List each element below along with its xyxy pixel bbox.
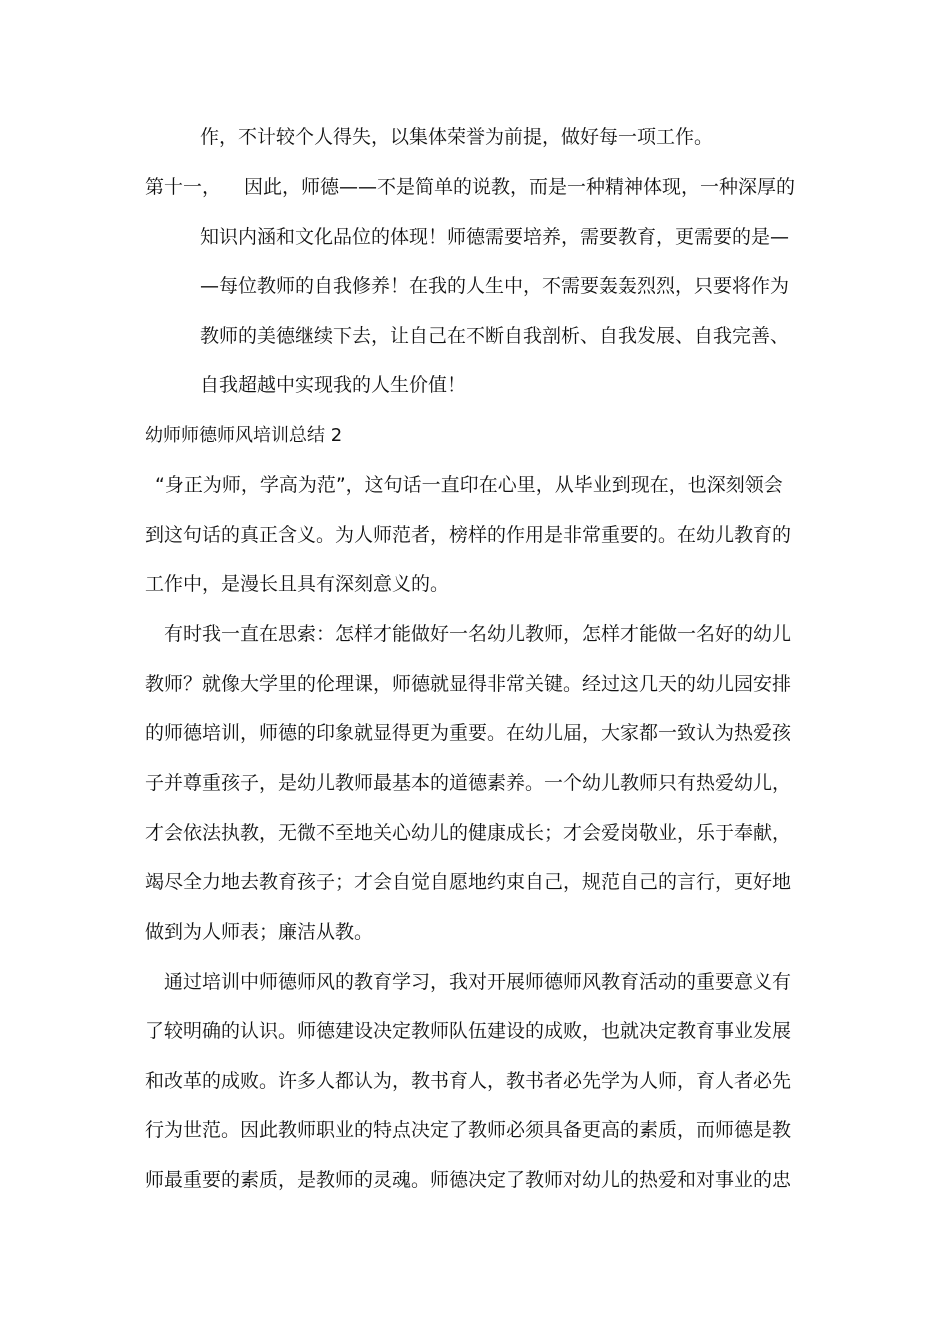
text-line: 教师？就像大学里的伦理课，师德就显得非常关键。经过这几天的幼儿园安排 bbox=[145, 673, 792, 695]
text-line: 竭尽全力地去教育孩子；才会自觉自愿地约束自己，规范自己的言行，更好地 bbox=[145, 871, 792, 893]
text-line: 通过培训中师德师风的教育学习，我对开展师德师风教育活动的重要意义有 bbox=[164, 971, 792, 993]
text-line: 自我超越中实现我的人生价值！ bbox=[200, 374, 467, 396]
text-line: 子并尊重孩子，是幼儿教师最基本的道德素养。一个幼儿教师只有热爱幼儿， bbox=[145, 772, 792, 794]
text-line: 的师德培训，师德的印象就显得更为重要。在幼儿届，大家都一致认为热爱孩 bbox=[145, 722, 792, 744]
text-line: 知识内涵和文化品位的体现！师德需要培养，需要教育，更需要的是— bbox=[200, 226, 790, 248]
text-line: 工作中，是漫长且具有深刻意义的。 bbox=[145, 573, 450, 595]
text-line: 有时我一直在思索：怎样才能做好一名幼儿教师，怎样才能做一名好的幼儿 bbox=[164, 623, 792, 645]
text-line: 了较明确的认识。师德建设决定教师队伍建设的成败，也就决定教育事业发展 bbox=[145, 1020, 792, 1042]
text-line: 师最重要的素质，是教师的灵魂。师德决定了教师对幼儿的热爱和对事业的忠 bbox=[145, 1169, 792, 1191]
text-line: 才会依法执教，无微不至地关心幼儿的健康成长；才会爱岗敬业，乐于奉献， bbox=[145, 822, 792, 844]
item-label: 第十一， bbox=[145, 176, 222, 198]
text-line: —每位教师的自我修养！在我的人生中，不需要轰轰烈烈，只要将作为 bbox=[200, 275, 790, 297]
text-line: 做到为人师表；廉洁从教。 bbox=[145, 921, 374, 943]
text-line: 因此，师德——不是简单的说教，而是一种精神体现，一种深厚的 bbox=[244, 176, 796, 198]
text-line: 作，不计较个人得失，以集体荣誉为前提，做好每一项工作。 bbox=[200, 126, 714, 148]
text-line: 到这句话的真正含义。为人师范者，榜样的作用是非常重要的。在幼儿教育的 bbox=[145, 524, 792, 546]
text-line: 和改革的成败。许多人都认为，教书育人，教书者必先学为人师，育人者必先 bbox=[145, 1070, 792, 1092]
text-line: “身正为师，学高为范”，这句话一直印在心里，从毕业到现在，也深刻领会 bbox=[155, 474, 783, 496]
section-title: 幼师师德师风培训总结 2 bbox=[145, 425, 343, 446]
text-line: 行为世范。因此教师职业的特点决定了教师必须具备更高的素质，而师德是教 bbox=[145, 1119, 792, 1141]
text-line: 教师的美德继续下去，让自己在不断自我剖析、自我发展、自我完善、 bbox=[200, 325, 790, 347]
